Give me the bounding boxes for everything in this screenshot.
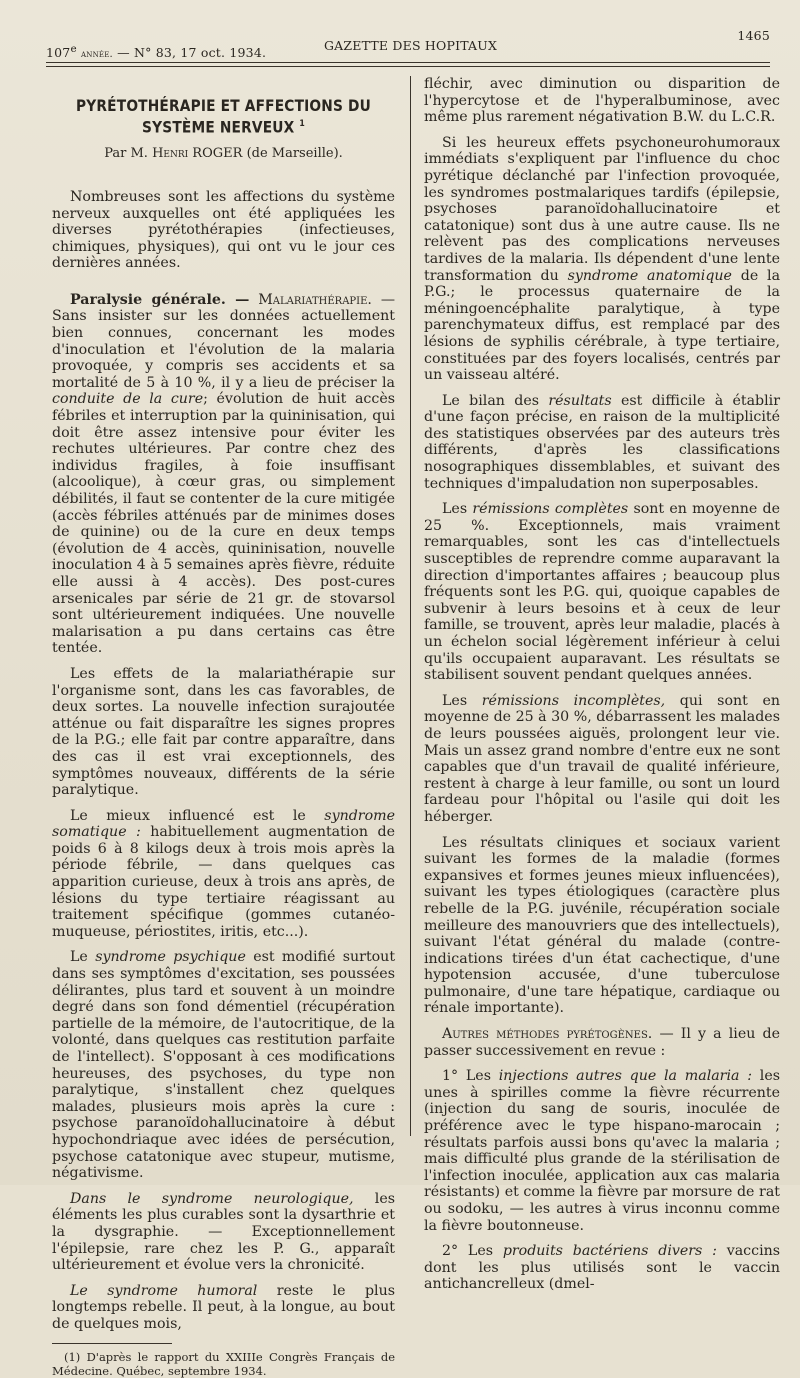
paragraph-humoral: Le syndrome humoral reste le plus longtemps rebelle. Il peut, à la longue, au bout de quelques mois, (52, 1282, 395, 1332)
paragraph-somatique: Le mieux influencé est le syndrome somatique : habituellement augmentation de poids 6 à 8 kilogs deux à trois mois après la période fébrile, — dans quelques cas apparition curieuse, deux à trois ans après, de lésions du type tertiaire réagissant au traitement spécifique (gommes cutanéo-muqueuse, périostites, iritis, etc...). (52, 807, 395, 940)
footnote: (1) D'après le rapport du XXIIIe Congrès Français de Médecine. Québec, septembre 1934. (52, 1349, 395, 1378)
issue-info: 107e année. — N° 83, 17 oct. 1934. (46, 43, 267, 61)
paragraph-psychique: Le syndrome psychique est modifié surtout dans ses symptômes d'excitation, ses poussées délirantes, plus tard et souvent à un moindre degré dans son fond démentiel (récupération partielle de la mémoire, de l'autocritique, de la volonté, dans quelques cas restitution parfaite de l'intellect). S'opposant à ces modifications heureuses, des psychoses, du type non paralytique, s'installent chez quelques malades, plusieurs mois après la cure : psychose paranoïdohallucinatoire à début hypochondriaque avec idées de persécution, psychose catatonique avec stupeur, mutisme, négativisme. (52, 949, 396, 1182)
paragraph-resultats: Les résultats cliniques et sociaux varient suivant les formes de la maladie (formes expansives et formes jeunes mieux influencées), suivant les types étiologiques (caractère plus rebelle de la P.G. juvénile, récupération sociale meilleure des manouvriers que des intellectuels), suivant l'état général du malade (contre-indications tirées d'un état cachectique, d'une hypotension accusée, d'une tuberculose pulmonaire, d'une tare hépatique, cardiaque ou rénale importante). (424, 834, 780, 1017)
column-divider (410, 76, 411, 1136)
paragraph-neurologique: Dans le syndrome neurologique, les éléments les plus curables sont la dysarthrie et la dysgraphie. — Exceptionnellement l'épilepsie, rare chez les P. G., apparaît ultérieurement et évolue vers la chronicité. (52, 1190, 395, 1274)
paragraph-flechir: fléchir, avec diminution ou disparition de l'hypercytose et de l'hyperalbuminose, avec même plus rarement négativation B.W. du L.C.R. (424, 76, 780, 126)
paragraph-paralysie: Paralysie générale. — Malariathérapie. — Sans insister sur les données actuellement bien connues, concernant les modes d'inoculation et l'évolution de la malaria provoquée, y compris ses accidents et sa mortalité de 5 à 10 %, il y a lieu de préciser la conduite de la cure; évolution de huit accès fébriles et interruption par la quininisation, qui doit être assez intensive pour éviter les rechutes ultérieures. Par contre chez des individus fragiles, à foie insuffisant (alcoolique), à cœur gras, ou simplement débilités, il faut se contenter de la cure mitigée (accès fébriles atténués par de minimes doses de quinine) ou de la cure en deux temps (évolution de 4 accès, quininisation, nouvelle inoculation 4 à 5 semaines après fièvre, réduite elle aussi à 4 accès). Des post-cures arsenicales par série de 21 gr. de stovarsol sont ultérieurement indiquées. Une nouvelle malarisation a pu dans certains cas être tentée. (52, 291, 395, 657)
paragraph-remissions-incompletes: Les rémissions incomplètes, qui sont en moyenne de 25 à 30 %, débarrassent les malades de leurs poussées aiguës, prolongent leur vie. Mais un assez grand nombre d'entre eux ne sont capables que d'un travail de qualité inférieure, restent à charge à leur famille, ou sont un lourd fardeau pour l'hôpital ou l'asile qui doit les héberger. (424, 692, 780, 825)
paragraph-injections: 1° Les injections autres que la malaria : les unes à spirilles comme la fièvre récurrente (injection du sang de souris, inoculée de préférence avec le type hispano-marocain ; résultats parfois aussi bons qu'avec la malaria ; mais difficulté plus grande de la stérilisation de l'infection inoculée, application aux cas malaria résistants) et comme la fièvre par morsure de rat ou sodoku, — les autres à virus inconnu comme la fièvre boutonneuse. (424, 1068, 780, 1234)
paragraph-produits-bacteriens: 2° Les produits bactériens divers : vaccins dont les plus utilisés sont le vaccin antichancrelleux (dmel- (424, 1243, 781, 1293)
article-title: PYRÉTOTHÉRAPIE ET AFFECTIONS DU SYSTÈME NERVEUX $^1$ (76, 96, 371, 137)
paragraph-effets-psychoneurohumoraux: Si les heureux effets psychoneurohumoraux immédiats s'expliquent par l'influence du choc pyrétique déclanché par l'infection provoquée, les syndromes postmalariques tardifs (épilepsie, psychoses paranoïdohallucinatoire et catatonique) sont dus à une autre cause. Ils ne relèvent pas des complications nerveuses tardives de la malaria. Ils dépendent d'une lente transformation du syndrome anatomique de la P.G.; le processus quaternaire de la méningoencéphalite paralytique, à type parenchymateux diffus, est remplacé par des lésions de syphilis cérébrale, à type tertiaire, constituées par des foyers localisés, centrés par un vaisseau altéré. (424, 134, 781, 384)
article-author: Par M. Henri ROGER (de Marseille). (104, 146, 343, 162)
header-rule-thin (46, 66, 770, 67)
header-rule (46, 62, 770, 63)
paragraph-remissions-completes: Les rémissions complètes sont en moyenne de 25 %. Exceptionnels, mais vraiment remarquables, sont les cas d'intellectuels susceptibles de reprendre comme auparavant la direction d'importantes affaires ; beaucoup plus fréquents sont les P.G. qui, quoique capables de subvenir à leurs besoins et à ceux de leur famille, se trouvent, après leur maladie, placés à un échelon social légèrement inférieur à celui qu'ils occupaient auparavant. Les résultats se stabilisent souvent pendant quelques années. (424, 501, 780, 684)
right-column (424, 76, 780, 1302)
paragraph-bilan: Le bilan des résultats est difficile à établir d'une façon précise, en raison de la multiplicité des statistiques observées par des auteurs très différents, d'après les classifications nosographiques dissemblables, et suivant des techniques d'impaludation non superposables. (424, 392, 780, 492)
running-header (46, 28, 770, 61)
left-column (52, 76, 395, 1378)
paragraph-autres-methodes: Autres méthodes pyrétogènes. — Il y a lieu de passer successivement en revue : (424, 1026, 780, 1059)
intro-paragraph: Nombreuses sont les affections du système nerveux auxquelles ont été appliquées les diverses pyrétothérapies (infectieuses, chimiques, physiques), qui ont vu le jour ces dernières années. (52, 188, 395, 272)
footnote-rule (52, 1343, 172, 1344)
paragraph-effets: Les effets de la malariathérapie sur l'organisme sont, dans les cas favorables, de deux sortes. La nouvelle infection surajoutée atténue ou fait disparaître les signes propres de la P.G.; elle fait par contre apparaître, dans des cas il est vrai exceptionnels, des symptômes nouveaux, différents de la série paralytique. (52, 665, 395, 799)
journal-name: GAZETTE DES HOPITAUX (324, 38, 498, 53)
page-number: 1465 (737, 28, 770, 43)
